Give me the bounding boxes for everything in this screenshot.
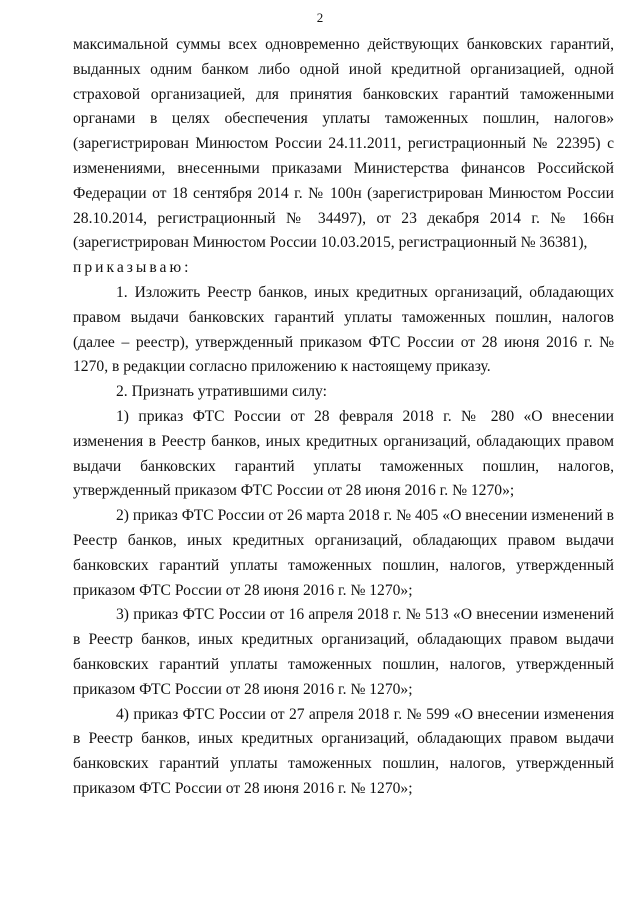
paragraph-subitem-3: 3) приказ ФТС России от 16 апреля 2018 г. № 513 «О внесении изменений в Реестр банков, иных кредитных организаций, обладающих правом выдачи банковских гарантий уплаты таможенных пошлин, налогов, утвержденный приказом ФТС России от 28 июня 2016 г. № 1270»; xyxy=(73,606,614,698)
paragraph-subitem-2: 2) приказ ФТС России от 26 марта 2018 г. № 405 «О внесении изменений в Реестр банков, иных кредитных организаций, обладающих правом выдачи банковских гарантий уплаты таможенных пошлин, налогов, утвержденный приказом ФТС России от 28 июня 2016 г. № 1270»; xyxy=(73,507,614,599)
paragraph-subitem-4: 4) приказ ФТС России от 27 апреля 2018 г. № 599 «О внесении изменения в Реестр банков, иных кредитных организаций, обладающих правом выдачи банковских гарантий уплаты таможенных пошлин, налогов, утвержденный приказом ФТС России от 28 июня 2016 г. № 1270»; xyxy=(73,705,614,797)
paragraph-item-2: 2. Признать утратившими силу: xyxy=(116,383,327,401)
document-body xyxy=(73,33,614,802)
page-number: 2 xyxy=(316,10,324,25)
paragraph-item-1: 1. Изложить Реестр банков, иных кредитных организаций, обладающих правом выдачи банковских гарантий уплаты таможенных пошлин, налогов (далее – реестр), утвержденный приказом ФТС России от 28 июня 2016 г. № 1270, в редакции согласно приложению к настоящему приказу. xyxy=(73,283,614,376)
paragraph-continuation: максимальной суммы всех одновременно действующих банковских гарантий, выданных одним банком либо одной иной кредитной организацией, одной страховой организацией, для принятия банковских гарантий таможенными органами в целях обеспечения уплаты таможенных пошлин, налогов» (зарегистрирован Минюстом России 24.11.2011, регистрационный № 22395) с изменениями, внесенными приказами Министерства финансов Российской Федерации от 18 сентября 2014 г. № 100н (зарегистрирован Минюстом России 28.10.2014, регистрационный № 34497), от 23 декабря 2014 г. № 166н (зарегистрирован Минюстом России 10.03.2015, регистрационный № 36381), xyxy=(73,36,614,252)
paragraph-subitem-1: 1) приказ ФТС России от 28 февраля 2018 г. № 280 «О внесении изменения в Реестр банков, иных кредитных организаций, обладающих правом выдачи банковских гарантий уплаты таможенных пошлин, налогов, утвержденный приказом ФТС России от 28 июня 2016 г. № 1270»; xyxy=(73,407,614,500)
paragraph-order-word: приказываю: xyxy=(73,259,192,277)
